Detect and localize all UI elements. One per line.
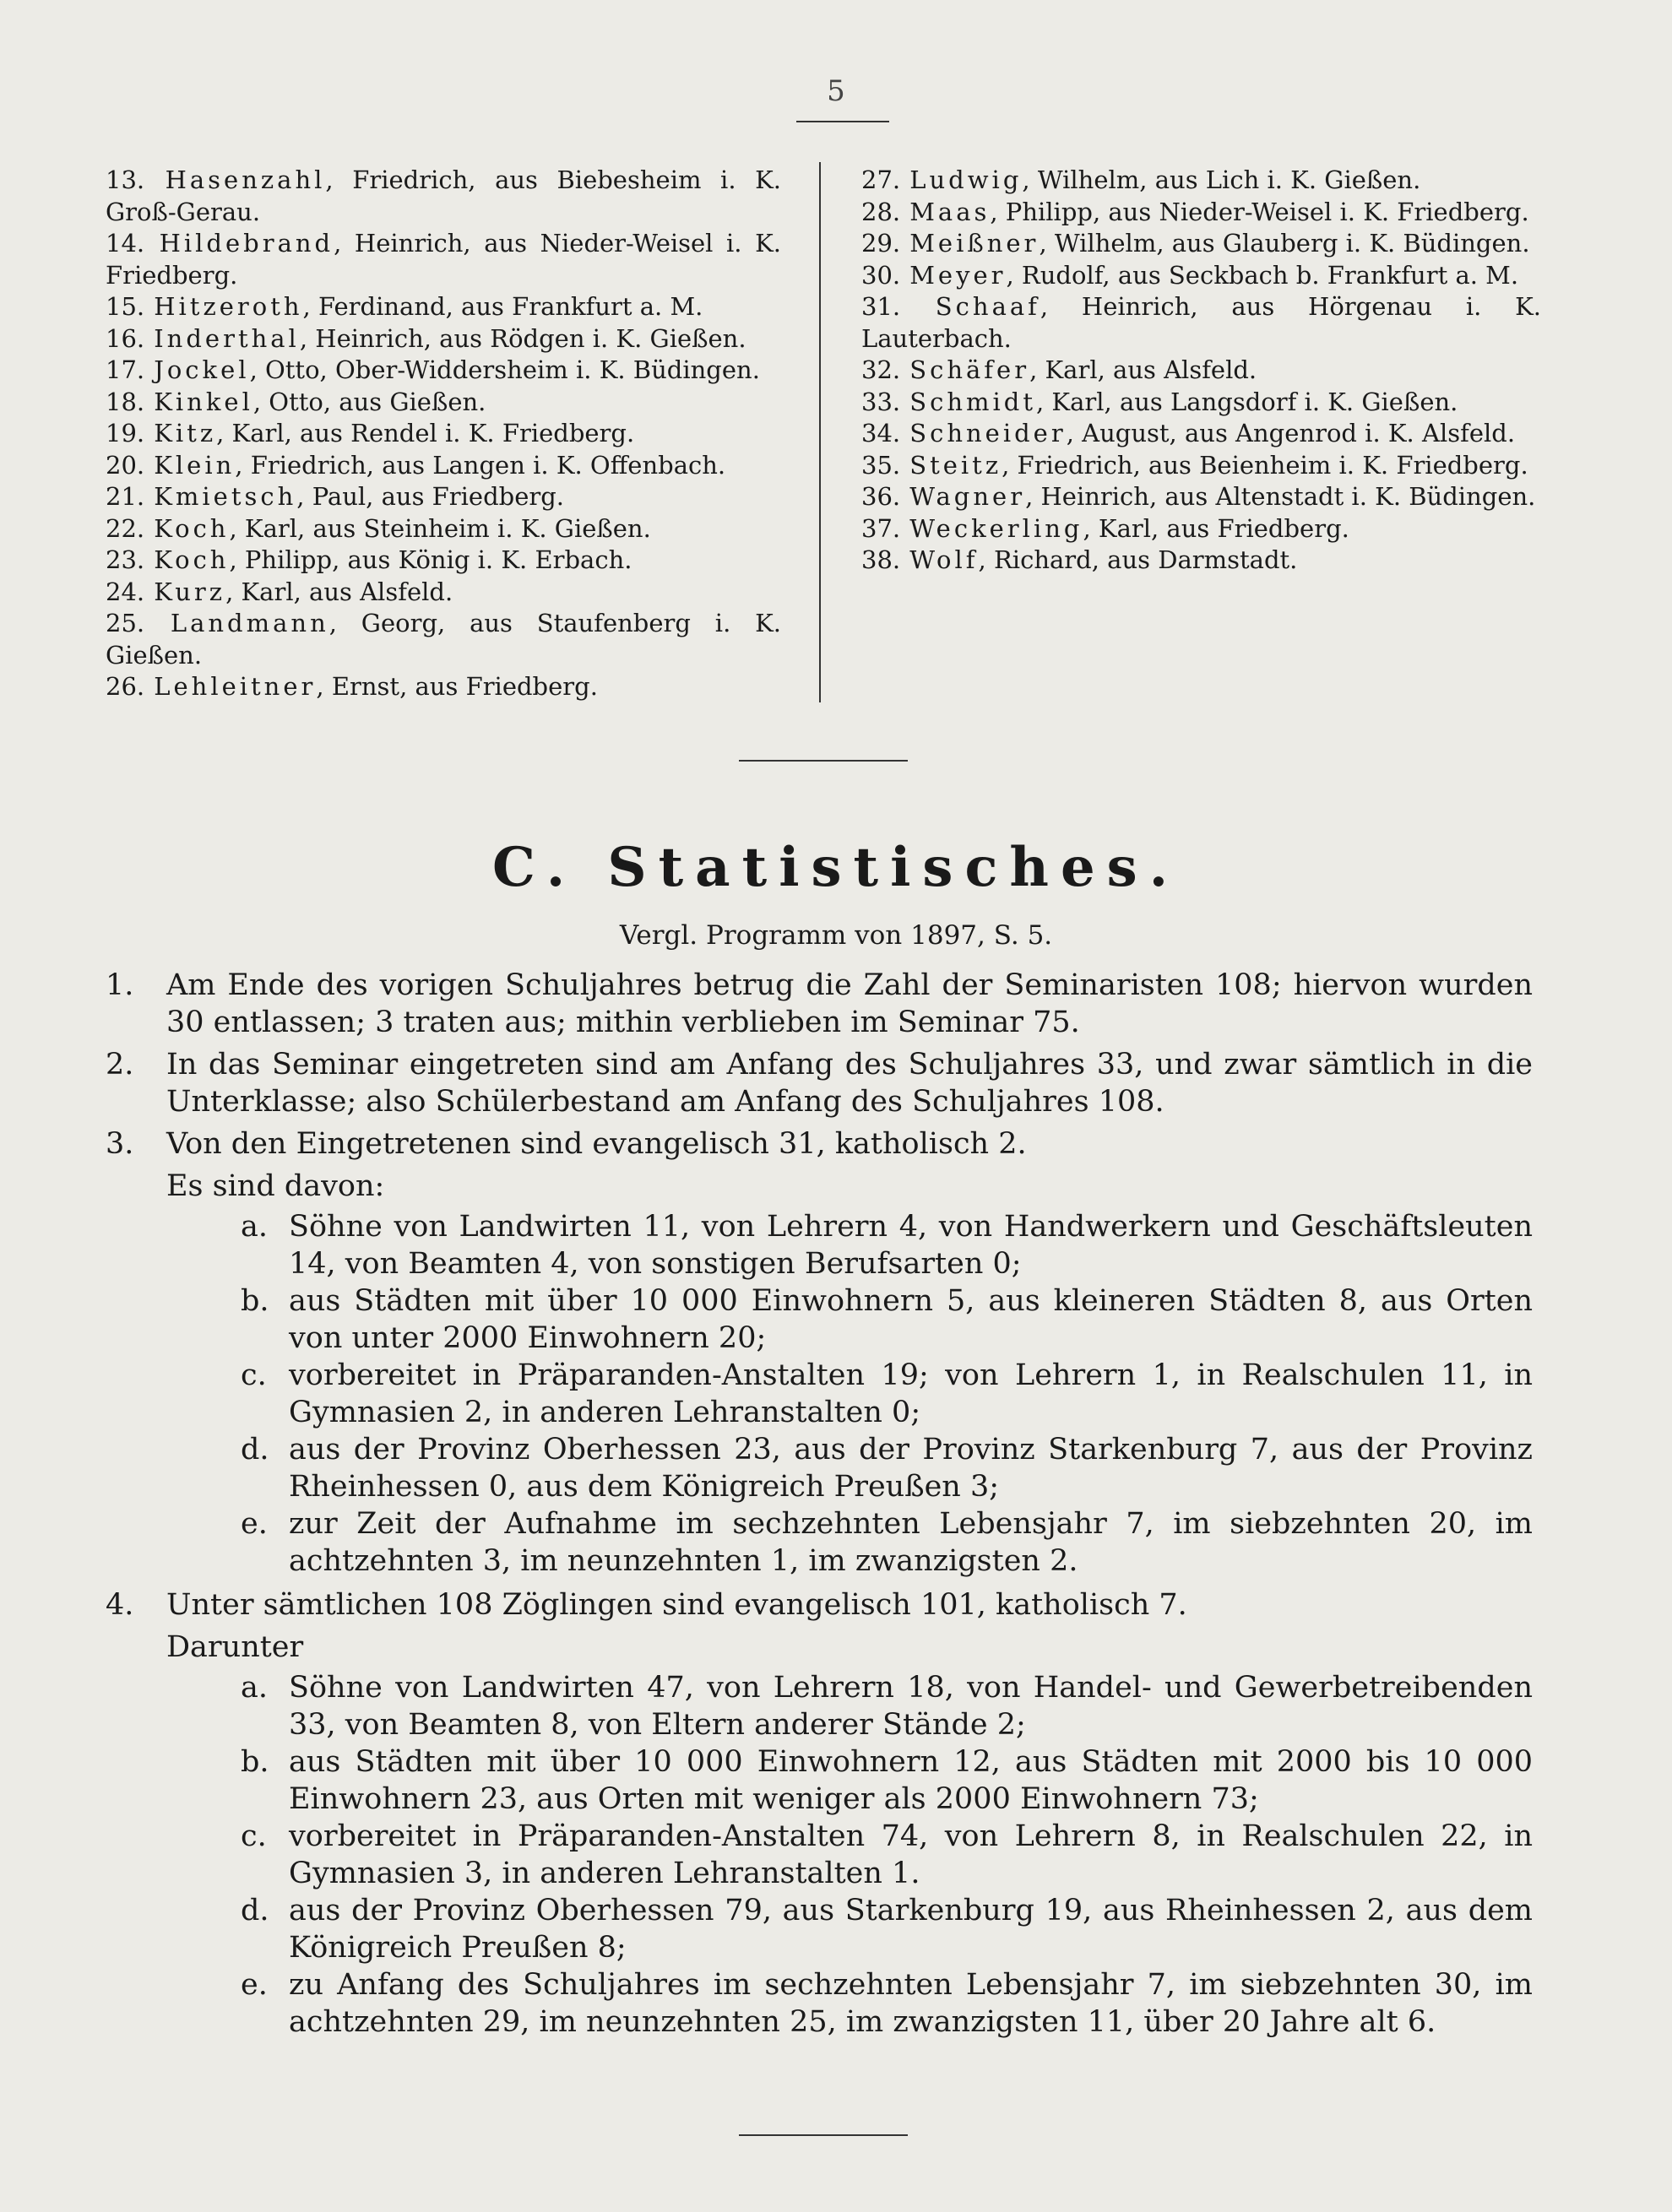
student-entry — [861, 418, 1541, 450]
stat-subitem — [106, 1892, 1533, 1966]
student-surname: Kmietsch — [154, 482, 297, 511]
student-details: , Wilhelm, aus Glauberg i. K. Büdingen. — [1039, 229, 1530, 258]
stat-subitem-letter: b. — [241, 1745, 269, 1779]
student-number: 37. — [861, 513, 901, 543]
top-rule — [796, 121, 889, 122]
student-details: , Georg, aus Staufenberg i. K. Gießen. — [106, 609, 781, 670]
stat-subitem-text: zu Anfang des Schuljahres im sechzehnten Lebensjahr 7, im siebzehnten 30, im achtzehnten 29, im neunzehnten 25, im zwanzigsten 11, über 20 Jahre alt 6. — [289, 1968, 1533, 2039]
stat-item-text: Unter sämtlichen 108 Zöglingen sind evangelisch 101, katholisch 7. — [166, 1588, 1187, 1622]
student-number: 18. — [106, 387, 145, 416]
stat-subitem-text: aus Städten mit über 10 000 Einwohnern 12, aus Städten mit 2000 bis 10 000 Einwohnern 23, aus Orten mit weniger als 2000 Einwohnern 73; — [289, 1745, 1533, 1816]
student-surname: Jockel — [154, 355, 250, 384]
student-details: , Heinrich, aus Rödgen i. K. Gießen. — [299, 323, 746, 353]
stat-subitem — [106, 1505, 1533, 1580]
student-number: 22. — [106, 513, 145, 543]
student-entry — [861, 355, 1541, 387]
stat-item-number: 2. — [106, 1048, 134, 1082]
stat-item-number: 4. — [106, 1588, 134, 1622]
stat-subitem-text: aus der Provinz Oberhessen 23, aus der Provinz Starkenburg 7, aus der Provinz Rheinhessen 0, aus dem Königreich Preußen 3; — [289, 1433, 1533, 1504]
section-rule — [739, 760, 908, 762]
student-details: , Friedrich, aus Langen i. K. Offenbach. — [235, 450, 726, 480]
column-divider — [819, 162, 821, 702]
student-number: 15. — [106, 292, 145, 321]
statistics-list — [106, 967, 1533, 2041]
student-entry — [106, 671, 781, 703]
student-surname: Schaaf — [935, 292, 1040, 321]
student-entry — [106, 577, 781, 609]
student-surname: Koch — [154, 545, 230, 574]
student-entry — [106, 387, 781, 419]
student-surname: Meißner — [909, 229, 1040, 258]
student-details: , Otto, Ober-Widdersheim i. K. Büdingen. — [249, 355, 760, 384]
student-number: 21. — [106, 482, 145, 511]
stat-subitem — [106, 1431, 1533, 1505]
student-surname: Wolf — [909, 545, 979, 574]
stat-item-1 — [106, 967, 1533, 1041]
student-list-left-column — [106, 165, 781, 703]
section-title: C. Statistisches. — [492, 836, 1180, 899]
stat-subitem-letter: b. — [241, 1284, 269, 1318]
student-entry — [861, 387, 1541, 419]
student-details: , Wilhelm, aus Lich i. K. Gießen. — [1022, 165, 1421, 194]
stat-item-4 — [106, 1586, 1533, 1624]
stat-subitem-text: Söhne von Landwirten 47, von Lehrern 18, von Handel- und Gewerbetreibenden 33, von Beamten 8, von Eltern anderer Stände 2; — [289, 1671, 1533, 1742]
student-entry — [861, 228, 1541, 260]
student-entry — [106, 291, 781, 323]
student-number: 31. — [861, 292, 901, 321]
student-details: , Karl, aus Alsfeld. — [225, 577, 453, 606]
student-details: , August, aus Angenrod i. K. Alsfeld. — [1066, 419, 1516, 447]
student-number: 34. — [861, 419, 901, 447]
stat-subitem-text: aus der Provinz Oberhessen 79, aus Starkenburg 19, aus Rheinhessen 2, aus dem Königreich Preußen 8; — [289, 1894, 1533, 1965]
student-surname: Weckerling — [909, 513, 1083, 543]
stat-item-4-sublist — [106, 1669, 1533, 2041]
student-details: , Karl, aus Rendel i. K. Friedberg. — [216, 419, 635, 447]
stat-subitem-letter: e. — [241, 1507, 268, 1541]
student-number: 13. — [106, 165, 145, 194]
student-details: , Heinrich, aus Altenstadt i. K. Büdingen. — [1025, 482, 1536, 511]
stat-item-number: 3. — [106, 1127, 134, 1161]
student-surname: Hildebrand — [159, 229, 334, 258]
student-surname: Koch — [154, 513, 230, 543]
student-entry — [106, 450, 781, 482]
student-surname: Landmann — [170, 609, 329, 637]
student-details: , Richard, aus Darmstadt. — [978, 545, 1298, 574]
page-number: 5 — [827, 74, 845, 108]
student-details: , Friedrich, aus Beienheim i. K. Friedberg. — [1002, 450, 1528, 480]
section-reference: Vergl. Programm von 1897, S. 5. — [619, 920, 1053, 951]
stat-subitem-text: vorbereitet in Präparanden-Anstalten 19; von Lehrern 1, in Realschulen 11, in Gymnasien 2, in anderen Lehranstalten 0; — [289, 1358, 1533, 1429]
student-details: , Philipp, aus König i. K. Erbach. — [229, 545, 632, 574]
stat-item-3-lead: Es sind davon: — [166, 1169, 385, 1203]
student-number: 36. — [861, 482, 901, 511]
stat-subitem — [106, 1669, 1533, 1743]
stat-subitem-text: zur Zeit der Aufnahme im sechzehnten Lebensjahr 7, im siebzehnten 20, im achtzehnten 3, im neunzehnten 1, im zwanzigsten 2. — [289, 1507, 1533, 1578]
student-number: 25. — [106, 609, 145, 637]
stat-subitem — [106, 1208, 1533, 1282]
student-list-right-column — [861, 165, 1541, 577]
stat-subitem — [106, 1818, 1533, 1892]
student-surname: Meyer — [909, 260, 1007, 290]
stat-item-3 — [106, 1125, 1533, 1163]
stat-item-3-sublist — [106, 1208, 1533, 1580]
student-number: 30. — [861, 260, 901, 290]
student-number: 33. — [861, 387, 901, 416]
stat-item-number: 1. — [106, 968, 134, 1002]
stat-subitem-letter: c. — [241, 1358, 267, 1392]
student-entry — [106, 481, 781, 513]
student-surname: Schmidt — [909, 387, 1036, 416]
student-surname: Steitz — [909, 450, 1002, 480]
student-entry — [106, 323, 781, 355]
student-details: , Philipp, aus Nieder-Weisel i. K. Friedberg. — [990, 197, 1529, 226]
student-surname: Kurz — [154, 577, 226, 606]
student-entry — [861, 545, 1541, 577]
stat-item-text: In das Seminar eingetreten sind am Anfang des Schuljahres 33, und zwar sämtlich in die Unterklasse; also Schülerbestand am Anfang des Schuljahres 108. — [166, 1048, 1533, 1119]
student-entry — [861, 513, 1541, 545]
student-details: , Karl, aus Friedberg. — [1083, 513, 1349, 543]
student-number: 26. — [106, 672, 145, 701]
student-surname: Hasenzahl — [165, 165, 326, 194]
stat-subitem-letter: e. — [241, 1968, 268, 2002]
stat-subitem — [106, 1743, 1533, 1818]
student-surname: Wagner — [909, 482, 1026, 511]
student-number: 23. — [106, 545, 145, 574]
student-number: 14. — [106, 229, 145, 258]
student-entry — [106, 228, 781, 291]
student-number: 16. — [106, 323, 145, 353]
student-number: 32. — [861, 355, 901, 384]
stat-subitem-letter: a. — [241, 1671, 268, 1705]
student-entry — [861, 450, 1541, 482]
stat-subitem-letter: c. — [241, 1819, 267, 1853]
student-details: , Karl, aus Langsdorf i. K. Gießen. — [1036, 387, 1458, 416]
student-number: 20. — [106, 450, 145, 480]
student-entry — [106, 165, 781, 228]
student-details: , Heinrich, aus Hörgenau i. K. Lauterbach. — [861, 292, 1541, 353]
stat-item-text: Am Ende des vorigen Schuljahres betrug die Zahl der Seminaristen 108; hiervon wurden 30 entlassen; 3 traten aus; mithin verblieben im Seminar 75. — [166, 968, 1533, 1039]
student-details: , Paul, aus Friedberg. — [296, 482, 565, 511]
student-details: , Karl, aus Alsfeld. — [1029, 355, 1257, 384]
student-entry — [106, 513, 781, 545]
student-entry — [106, 608, 781, 671]
student-entry — [861, 197, 1541, 229]
student-surname: Kinkel — [154, 387, 253, 416]
student-details: , Ferdinand, aus Frankfurt a. M. — [302, 292, 703, 321]
student-surname: Inderthal — [154, 323, 300, 353]
stat-subitem-letter: d. — [241, 1894, 269, 1927]
stat-item-4-lead: Darunter — [166, 1630, 304, 1664]
student-number: 19. — [106, 419, 145, 447]
student-surname: Maas — [909, 197, 991, 226]
student-surname: Schneider — [909, 419, 1067, 447]
stat-subitem-letter: a. — [241, 1210, 268, 1244]
student-entry — [861, 260, 1541, 292]
stat-item-2 — [106, 1046, 1533, 1120]
stat-item-text: Von den Eingetretenen sind evangelisch 31, katholisch 2. — [166, 1127, 1027, 1161]
student-entry — [106, 355, 781, 387]
student-number: 28. — [861, 197, 901, 226]
student-surname: Hitzeroth — [154, 292, 303, 321]
student-entry — [106, 545, 781, 577]
stat-subitem — [106, 1357, 1533, 1431]
bottom-rule — [739, 2134, 908, 2136]
student-entry — [861, 291, 1541, 355]
student-number: 35. — [861, 450, 901, 480]
student-surname: Ludwig — [909, 165, 1023, 194]
stat-subitem-text: Söhne von Landwirten 11, von Lehrern 4, von Handwerkern und Geschäftsleuten 14, von Beamten 4, von sonstigen Berufsarten 0; — [289, 1210, 1533, 1281]
student-number: 38. — [861, 545, 901, 574]
student-entry — [106, 418, 781, 450]
student-surname: Schäfer — [909, 355, 1030, 384]
student-details: , Otto, aus Gießen. — [252, 387, 486, 416]
stat-subitem — [106, 1282, 1533, 1357]
student-entry — [861, 165, 1541, 197]
student-number: 24. — [106, 577, 145, 606]
student-details: , Rudolf, aus Seckbach b. Frankfurt a. M. — [1006, 260, 1519, 290]
student-number: 29. — [861, 229, 901, 258]
student-surname: Klein — [154, 450, 236, 480]
stat-subitem-letter: d. — [241, 1433, 269, 1467]
student-number: 17. — [106, 355, 145, 384]
stat-subitem-text: aus Städten mit über 10 000 Einwohnern 5, aus kleineren Städten 8, aus Orten von unter 2000 Einwohnern 20; — [289, 1284, 1533, 1355]
stat-subitem — [106, 1966, 1533, 2041]
student-details: , Ernst, aus Friedberg. — [316, 672, 598, 701]
student-surname: Lehleitner — [154, 672, 317, 701]
student-surname: Kitz — [154, 419, 217, 447]
stat-subitem-text: vorbereitet in Präparanden-Anstalten 74, von Lehrern 8, in Realschulen 22, in Gymnasien 3, in anderen Lehranstalten 1. — [289, 1819, 1533, 1890]
student-details: , Heinrich, aus Nieder-Weisel i. K. Friedberg. — [106, 229, 782, 290]
student-number: 27. — [861, 165, 901, 194]
student-details: , Friedrich, aus Biebesheim i. K. Groß-Gerau. — [106, 165, 782, 226]
student-details: , Karl, aus Steinheim i. K. Gießen. — [229, 513, 651, 543]
student-entry — [861, 481, 1541, 513]
